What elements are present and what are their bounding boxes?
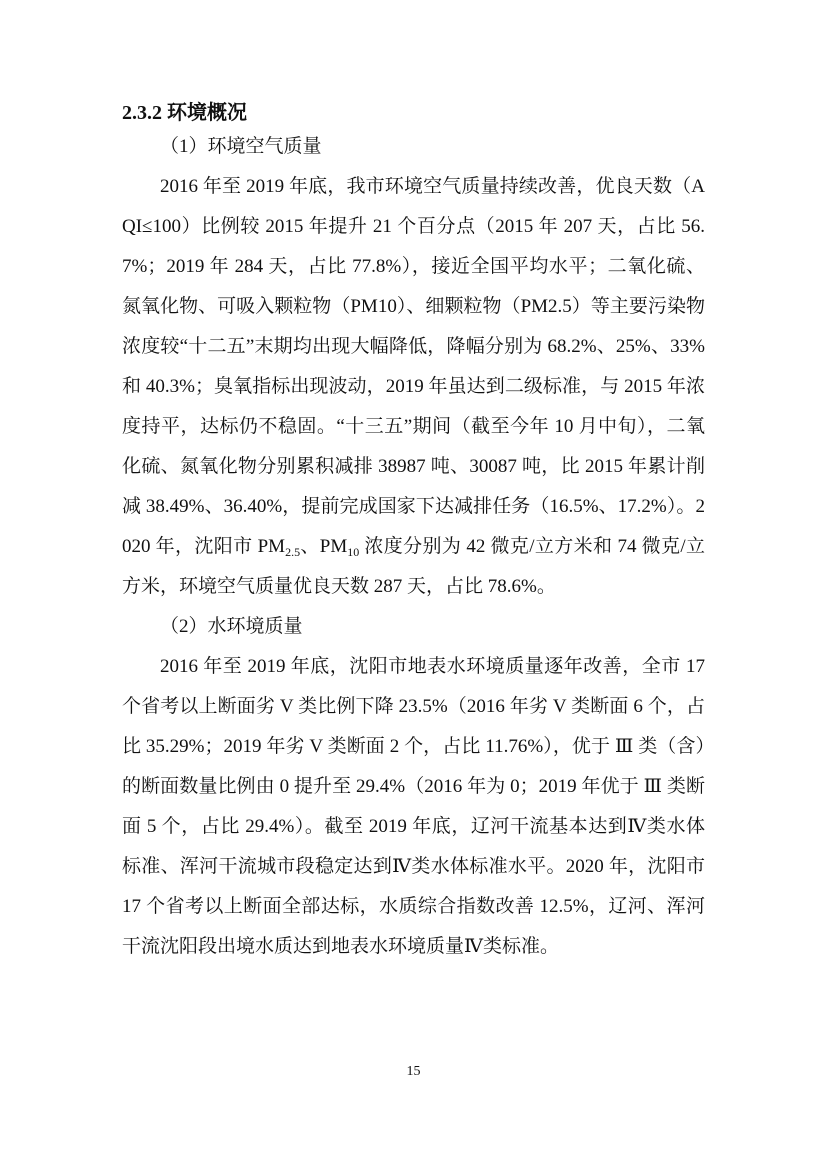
subsection-title: （1）环境空气质量 (160, 136, 322, 157)
section-heading: 2.3.2 环境概况 (122, 102, 247, 124)
body-paragraph (122, 167, 705, 607)
page-content (122, 99, 705, 967)
subsection-title: （2）水环境质量 (160, 616, 303, 637)
sections-container (122, 127, 705, 967)
paragraph-text: 、PM (300, 536, 348, 557)
paragraph-text: 2016 年至 2019 年底，我市环境空气质量持续改善，优良天数（AQI≤100）比例较 2015 年提升 21 个百分点（2015 年 207 天，占比 56.7%；2019 年 284 天，占比 77.8%），接近全国平均水平；二氧化硫、氮氧化物、可吸入颗粒物（PM10）、细颗粒物（PM2.5）等主要污染物浓度较“十二五”末期均出现大幅降低，降幅分别为 68.2%、25%、33%和 40.3%；臭氧指标出现波动，2019 年虽达到二级标准，与 2015 年浓度持平，达标仍不稳固。“十三五”期间（截至今年 10 月中旬），二氧化硫、氮氧化物分别累积减排 38987 吨、30087 吨，比 2015 年累计削减 38.49%、36.40%，提前完成国家下达减排任务（16.5%、17.2%）。2020 年，沈阳市 PM (122, 176, 705, 557)
page-number: 15 (406, 1064, 421, 1079)
paragraph-text: 2016 年至 2019 年底，沈阳市地表水环境质量逐年改善，全市 17 个省考以上断面劣 V 类比例下降 23.5%（2016 年劣 V 类断面 6 个，占比 35.29%；2019 年劣 V 类断面 2 个，占比 11.76%），优于 Ⅲ 类（含）的断面数量比例由 0 提升至 29.4%（2016 年为 0；2019 年优于 Ⅲ 类断面 5 个，占比 29.4%）。截至 2019 年底，辽河干流基本达到Ⅳ类水体标准、浑河干流城市段稳定达到Ⅳ类水体标准水平。2020 年，沈阳市 17 个省考以上断面全部达标，水质综合指数改善 12.5%，辽河、浑河干流沈阳段出境水质达到地表水环境质量Ⅳ类标准。 (122, 656, 705, 957)
paragraph-text: 浓度分别为 42 微克/立方米和 74 微克/立方米，环境空气质量优良天数 287 天，占比 78.6%。 (122, 536, 705, 597)
subscript-text: 10 (347, 545, 360, 559)
body-paragraph (122, 647, 705, 967)
subscript-text: 2.5 (285, 545, 301, 559)
